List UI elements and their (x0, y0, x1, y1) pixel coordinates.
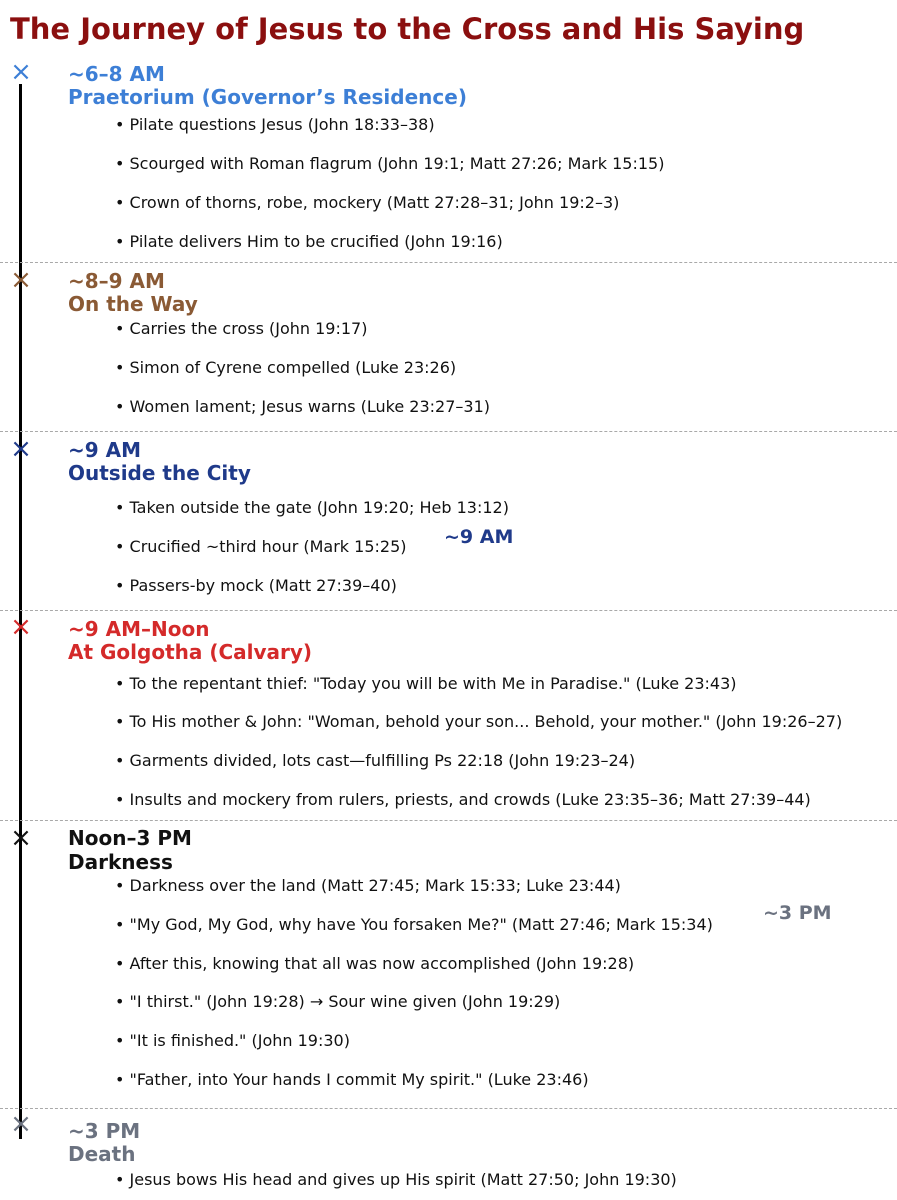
section-time: Noon–3 PM (68, 826, 192, 850)
event-item: • Insults and mockery from rulers, priests, and crowds (Luke 23:35–36; Matt 27:39–44) (115, 790, 811, 809)
event-item: • "I thirst." (John 19:28) → Sour wine given (John 19:29) (115, 992, 561, 1011)
section-place: Outside the City (68, 461, 251, 485)
section-place: At Golgotha (Calvary) (68, 640, 313, 664)
event-item: • Passers-by mock (Matt 27:39–40) (115, 576, 397, 595)
time-annotation: ~9 AM (444, 526, 514, 548)
event-item: • "Father, into Your hands I commit My spirit." (Luke 23:46) (115, 1070, 589, 1089)
page-title: The Journey of Jesus to the Cross and His Saying (10, 12, 805, 46)
cross-marker-icon: × (10, 823, 32, 853)
section-divider (0, 262, 897, 263)
event-item: • "It is finished." (John 19:30) (115, 1031, 350, 1050)
cross-marker-icon: × (10, 57, 32, 87)
event-item: • Taken outside the gate (John 19:20; Heb 13:12) (115, 498, 509, 517)
event-item: • Pilate questions Jesus (John 18:33–38) (115, 115, 435, 134)
section-divider (0, 1108, 897, 1109)
section-time: ~9 AM (68, 438, 142, 462)
section-divider (0, 610, 897, 611)
event-item: • "My God, My God, why have You forsaken Me?" (Matt 27:46; Mark 15:34) (115, 915, 713, 934)
event-item: • To His mother & John: "Woman, behold your son... Behold, your mother." (John 19:26–27) (115, 712, 843, 731)
cross-marker-icon: × (10, 612, 32, 642)
cross-marker-icon: × (10, 1109, 32, 1139)
event-item: • Garments divided, lots cast—fulfilling Ps 22:18 (John 19:23–24) (115, 751, 636, 770)
section-time: ~9 AM–Noon (68, 617, 210, 641)
section-divider (0, 820, 897, 821)
section-place: Praetorium (Governor’s Residence) (68, 85, 467, 109)
event-item: • Simon of Cyrene compelled (Luke 23:26) (115, 358, 457, 377)
time-annotation: ~3 PM (763, 902, 832, 924)
section-place: Death (68, 1142, 136, 1166)
event-item: • To the repentant thief: "Today you will be with Me in Paradise." (Luke 23:43) (115, 674, 737, 693)
event-item: • Women lament; Jesus warns (Luke 23:27–31) (115, 397, 490, 416)
event-item: • Jesus bows His head and gives up His spirit (Matt 27:50; John 19:30) (115, 1170, 677, 1189)
event-item: • Scourged with Roman flagrum (John 19:1; Matt 27:26; Mark 15:15) (115, 154, 665, 173)
event-item: • Crown of thorns, robe, mockery (Matt 27:28–31; John 19:2–3) (115, 193, 620, 212)
event-item: • Pilate delivers Him to be crucified (John 19:16) (115, 232, 503, 251)
event-item: • After this, knowing that all was now accomplished (John 19:28) (115, 954, 635, 973)
event-item: • Darkness over the land (Matt 27:45; Mark 15:33; Luke 23:44) (115, 876, 621, 895)
section-place: Darkness (68, 850, 173, 874)
section-divider (0, 431, 897, 432)
event-item: • Crucified ~third hour (Mark 15:25) (115, 537, 407, 556)
section-time: ~8–9 AM (68, 269, 165, 293)
section-time: ~3 PM (68, 1119, 141, 1143)
event-item: • Carries the cross (John 19:17) (115, 319, 368, 338)
section-time: ~6–8 AM (68, 62, 165, 86)
cross-marker-icon: × (10, 434, 32, 464)
section-place: On the Way (68, 292, 198, 316)
cross-marker-icon: × (10, 265, 32, 295)
